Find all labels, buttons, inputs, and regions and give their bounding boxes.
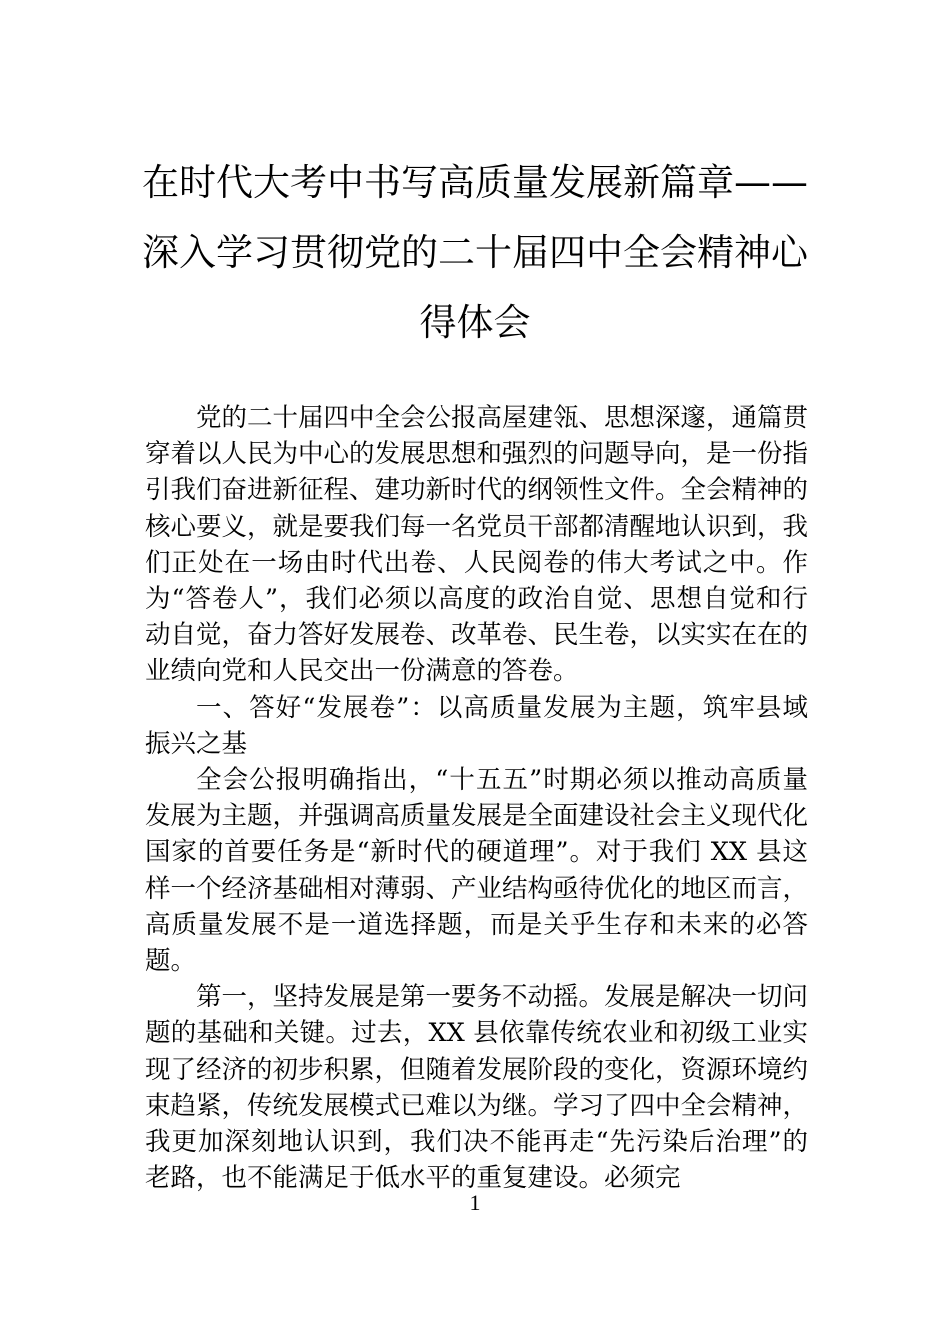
document-title: [130, 148, 820, 358]
page-number: 1: [469, 1190, 481, 1215]
title-line-3: 得体会: [419, 301, 531, 344]
title-line-1: 在时代大考中书写高质量发展新篇章——: [142, 161, 808, 204]
section-heading-1: 一、答好“发展卷”：以高质量发展为主题，筑牢县域振兴之基: [145, 692, 808, 759]
title-line-2: 深入学习贯彻党的二十届四中全会精神心: [142, 231, 808, 274]
paragraph-section-1: 全会公报明确指出，“十五五”时期必须以推动高质量发展为主题，并强调高质量发展是全面建设社会主义现代化国家的首要任务是“新时代的硬道理”。对于我们 XX 县这样一个经济基础相对薄弱、产业结构亟待优化的地区而言，高质量发展不是一道选择题，而是关乎生存和未来的必答题。: [145, 765, 809, 977]
paragraph-first-point: 第一，坚持发展是第一要务不动摇。发展是解决一切问题的基础和关键。过去，XX 县依靠传统农业和初级工业实现了经济的初步积累，但随着发展阶段的变化，资源环境约束趋紧，传统发展模式已难以为继。学习了四中全会精神，我更加深刻地认识到，我们决不能再走“先污染后治理”的老路，也不能满足于低水平的重复建设。必须完: [145, 982, 809, 1194]
paragraph-intro: 党的二十届四中全会公报高屋建瓴、思想深邃，通篇贯穿着以人民为中心的发展思想和强烈的问题导向，是一份指引我们奋进新征程、建功新时代的纲领性文件。全会精神的核心要义，就是要我们每一名党员干部都清醒地认识到，我们正处在一场由时代出卷、人民阅卷的伟大考试之中。作为“答卷人”，我们必须以高度的政治自觉、思想自觉和行动自觉，奋力答好发展卷、改革卷、民生卷，以实实在在的业绩向党和人民交出一份满意的答卷。: [145, 403, 809, 687]
document-body: [145, 400, 808, 1196]
